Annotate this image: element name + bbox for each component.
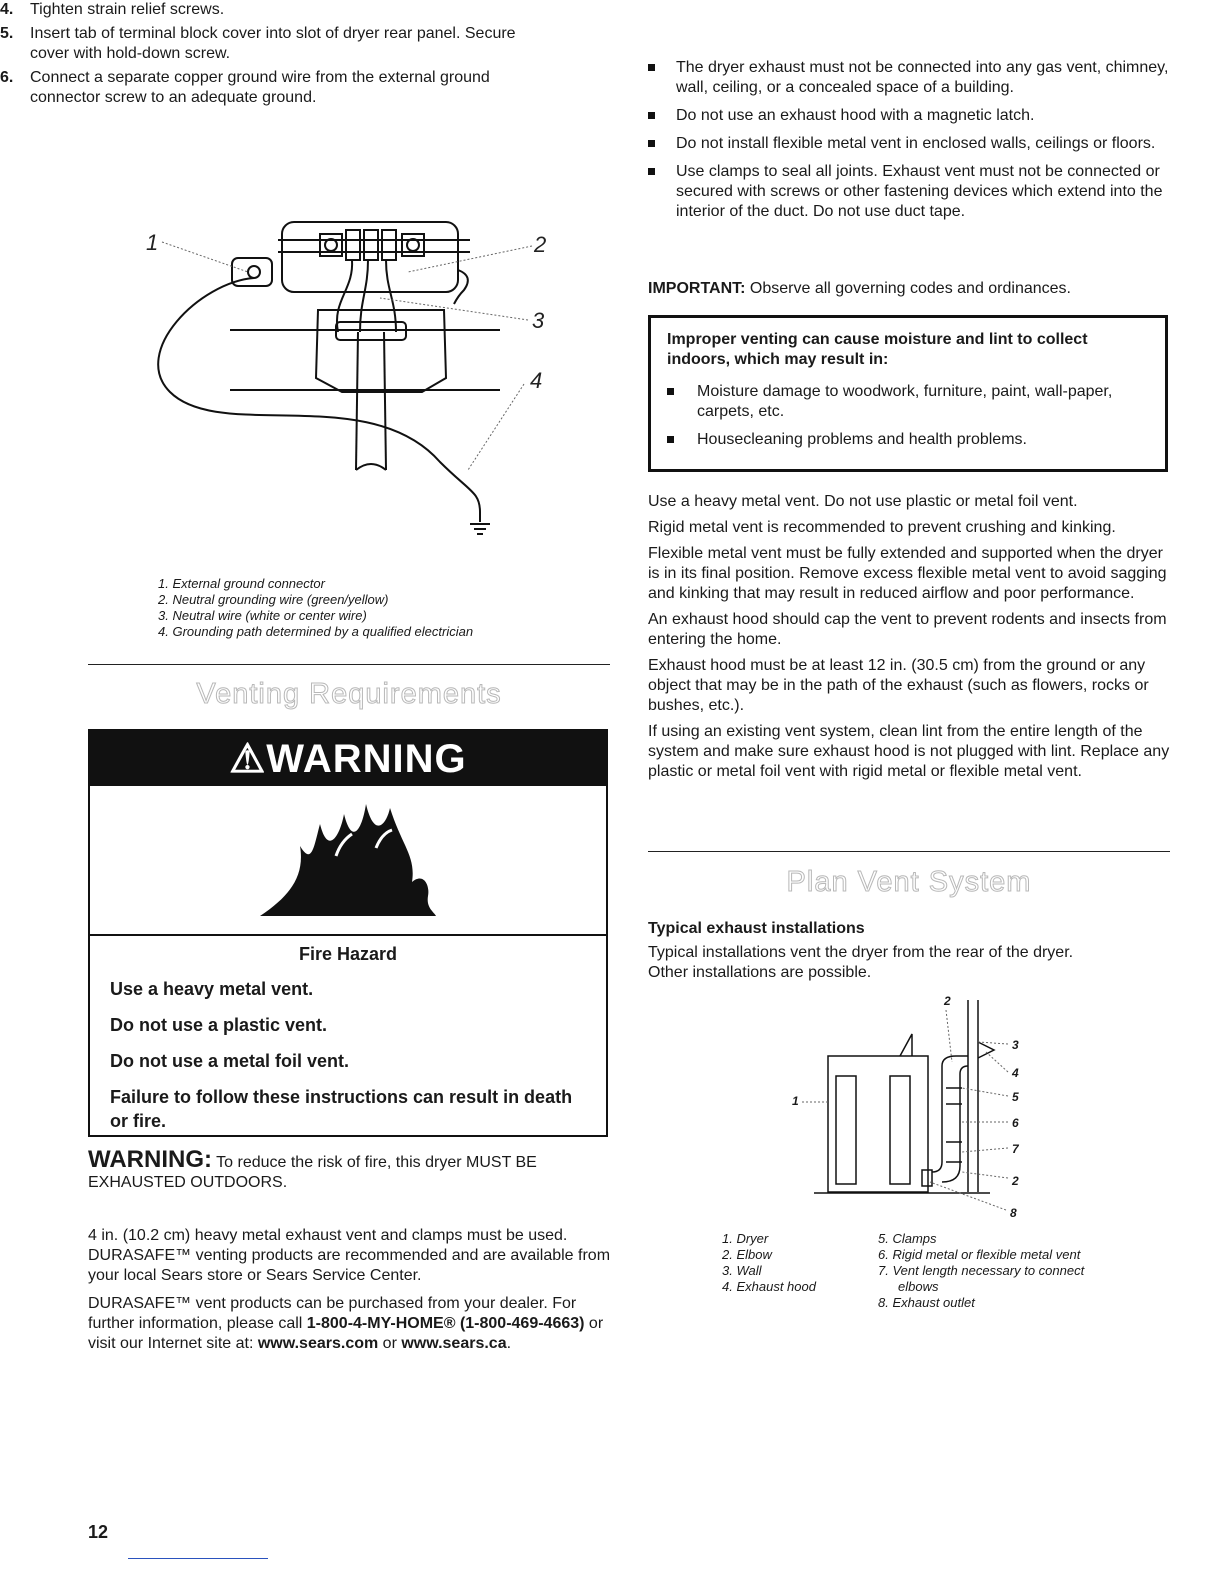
wiring-illustration bbox=[140, 212, 560, 552]
bullet-square-icon bbox=[648, 140, 655, 147]
vent-legend-right bbox=[878, 1231, 1084, 1311]
caution-box bbox=[648, 315, 1168, 472]
section-divider bbox=[88, 664, 610, 665]
bullet-text: Moisture damage to woodwork, furniture, paint, wall-paper, carpets, etc. bbox=[697, 383, 1113, 420]
vent-products-text bbox=[88, 1226, 613, 1362]
list-item bbox=[648, 106, 1173, 126]
paragraph: Exhaust hood must be at least 12 in. (30.5 cm) from the ground or any object that may be in the path of the exhaust (such as flowers, rocks or bushes, etc.). bbox=[648, 657, 1149, 714]
hazard-title: Fire Hazard bbox=[298, 944, 398, 964]
important-note bbox=[648, 280, 1071, 298]
bullet-square-icon bbox=[648, 168, 655, 175]
list-item bbox=[667, 382, 1149, 422]
section-title-plan-vent: Plan Vent System bbox=[786, 866, 1032, 898]
wiring-legend bbox=[158, 576, 473, 640]
legend-item: elbows bbox=[898, 1279, 939, 1294]
bullet-square-icon bbox=[667, 388, 674, 395]
warning-box bbox=[88, 729, 608, 1137]
diagram-label: 5 bbox=[1012, 1090, 1019, 1104]
legend-item: 2. Neutral grounding wire (green/yellow) bbox=[158, 592, 389, 607]
vent-legend-left bbox=[722, 1231, 816, 1295]
paragraph-text: or visit our Internet site at: bbox=[88, 1315, 604, 1352]
callout-3: 3 bbox=[532, 308, 545, 333]
warning-note-label: WARNING: bbox=[88, 1146, 212, 1173]
legend-item: 3. Neutral wire (white or center wire) bbox=[158, 608, 367, 623]
warning-note bbox=[88, 1146, 608, 1193]
legend-item: 1. External ground connector bbox=[158, 576, 325, 591]
fire-hazard-image bbox=[90, 786, 606, 936]
diagram-label: 2 bbox=[944, 994, 951, 1008]
bullet-text: Do not install flexible metal vent in enclosed walls, ceilings or floors. bbox=[676, 135, 1156, 152]
diagram-label: 4 bbox=[1012, 1066, 1019, 1080]
paragraph: If using an existing vent system, clean lint from the entire length of the system and make sure exhaust hood is not plugged with lint. Replace any plastic or metal foil vent with rigid metal or flexible metal vent. bbox=[648, 723, 1170, 780]
bullet-text: Use clamps to seal all joints. Exhaust vent must not be connected or secured with screws or other fastening devices which extend into the interior of the duct. Do not use duct tape. bbox=[676, 163, 1163, 220]
vent-rules-list bbox=[648, 58, 1173, 230]
step-text: Tighten strain relief screws. bbox=[30, 1, 225, 18]
callout-2: 2 bbox=[534, 232, 547, 257]
typical-text bbox=[648, 943, 1173, 983]
step-number: 4. bbox=[0, 1, 14, 18]
fire-icon bbox=[90, 786, 606, 932]
text-line: Typical installations vent the dryer from the rear of the dryer. bbox=[648, 944, 1074, 961]
legend-item: 2. Elbow bbox=[722, 1247, 772, 1262]
warning-triangle-icon: ⚠ bbox=[229, 737, 267, 781]
warning-line: Do not use a metal foil vent. bbox=[110, 1051, 350, 1071]
callout-1: 1 bbox=[146, 230, 159, 255]
paragraph: An exhaust hood should cap the vent to prevent rodents and insects from entering the home. bbox=[648, 611, 1167, 648]
phone-number: 1-800-4-MY-HOME® (1-800-469-4663) bbox=[306, 1315, 585, 1332]
bullet-text: Housecleaning problems and health problems. bbox=[697, 431, 1027, 448]
legend-item: 8. Exhaust outlet bbox=[878, 1295, 975, 1310]
install-steps bbox=[0, 0, 530, 108]
section-divider bbox=[648, 851, 1170, 852]
callout-4: 4 bbox=[530, 368, 543, 393]
legend-item: 3. Wall bbox=[722, 1263, 762, 1278]
step-number: 6. bbox=[0, 69, 14, 86]
paragraph: Rigid metal vent is recommended to prevent crushing and kinking. bbox=[648, 519, 1116, 536]
legend-item: 5. Clamps bbox=[878, 1231, 937, 1246]
legend-item: 1. Dryer bbox=[722, 1231, 769, 1246]
list-item bbox=[648, 58, 1173, 98]
footer-line bbox=[128, 1558, 268, 1559]
caution-head: Improper venting can cause moisture and lint to collect indoors, which may result in: bbox=[667, 331, 1088, 368]
bullet-text: Do not use an exhaust hood with a magnetic latch. bbox=[676, 107, 1035, 124]
wiring-diagram bbox=[140, 212, 560, 552]
warning-header-text: WARNING bbox=[266, 737, 467, 781]
legend-item: 4. Exhaust hood bbox=[722, 1279, 816, 1294]
vent-illustration bbox=[780, 992, 1040, 1222]
important-text: Observe all governing codes and ordinances. bbox=[745, 280, 1071, 297]
paragraph-text: . bbox=[506, 1335, 512, 1352]
paragraph: Flexible metal vent must be fully extended and supported when the dryer is in its final position. Remove excess flexible metal vent to avoid sagging and kinking that may result in reduced airflow and poor performance. bbox=[648, 545, 1167, 602]
bullet-text: The dryer exhaust must not be connected into any gas vent, chimney, wall, ceiling, or a concealed space of a building. bbox=[676, 59, 1169, 96]
step-text: Insert tab of terminal block cover into slot of dryer rear panel. Secure cover with hold-down screw. bbox=[30, 25, 516, 62]
diagram-label: 6 bbox=[1012, 1116, 1019, 1130]
vent-installation-diagram bbox=[780, 992, 1040, 1222]
list-item bbox=[648, 134, 1173, 154]
step-number: 5. bbox=[0, 25, 14, 42]
bullet-square-icon bbox=[648, 112, 655, 119]
warning-note-text: To reduce the risk of fire, this dryer MUST BE EXHAUSTED OUTDOORS. bbox=[88, 1154, 537, 1191]
paragraph: 4 in. (10.2 cm) heavy metal exhaust vent and clamps must be used. DURASAFE™ venting products are recommended and are available from your local Sears store or Sears Service Center. bbox=[88, 1227, 611, 1284]
warning-text bbox=[90, 936, 606, 1133]
step-item bbox=[0, 0, 530, 20]
text-line: Other installations are possible. bbox=[648, 964, 872, 981]
warning-line: Failure to follow these instructions can result in death or fire. bbox=[110, 1087, 573, 1131]
diagram-label: 8 bbox=[1010, 1206, 1017, 1220]
bullet-square-icon bbox=[667, 436, 674, 443]
step-text: Connect a separate copper ground wire from the external ground connector screw to an adequate ground. bbox=[30, 69, 490, 106]
warning-header bbox=[90, 731, 606, 786]
legend-item: 4. Grounding path determined by a qualified electrician bbox=[158, 624, 474, 639]
diagram-label: 1 bbox=[792, 1094, 799, 1108]
section-title-venting: Venting Requirements bbox=[196, 678, 502, 710]
legend-item: 7. Vent length necessary to connect bbox=[878, 1263, 1085, 1278]
diagram-label: 3 bbox=[1012, 1038, 1019, 1052]
paragraph bbox=[88, 1294, 613, 1354]
website-link-sears-com[interactable]: www.sears.com bbox=[257, 1335, 379, 1352]
list-item bbox=[667, 430, 1149, 450]
bullet-square-icon bbox=[648, 64, 655, 71]
paragraph: Use a heavy metal vent. Do not use plastic or metal foil vent. bbox=[648, 493, 1078, 510]
legend-item: 6. Rigid metal or flexible metal vent bbox=[878, 1247, 1081, 1262]
typical-subhead: Typical exhaust installations bbox=[648, 920, 865, 937]
list-item bbox=[648, 162, 1173, 222]
important-label: IMPORTANT: bbox=[648, 280, 746, 297]
paragraph-text: or bbox=[378, 1335, 402, 1352]
vent-guidance-text bbox=[648, 492, 1173, 788]
warning-line: Do not use a plastic vent. bbox=[110, 1015, 328, 1035]
page-number: 12 bbox=[88, 1522, 109, 1542]
diagram-label: 2 bbox=[1012, 1174, 1019, 1188]
step-item bbox=[0, 68, 530, 108]
paragraph-text: DURASAFE™ vent products can be purchased from your dealer. For further information, please call bbox=[88, 1295, 577, 1332]
diagram-label: 7 bbox=[1012, 1142, 1019, 1156]
website-link-sears-ca[interactable]: www.sears.ca bbox=[401, 1335, 507, 1352]
warning-line: Use a heavy metal vent. bbox=[110, 979, 314, 999]
step-item bbox=[0, 24, 530, 64]
